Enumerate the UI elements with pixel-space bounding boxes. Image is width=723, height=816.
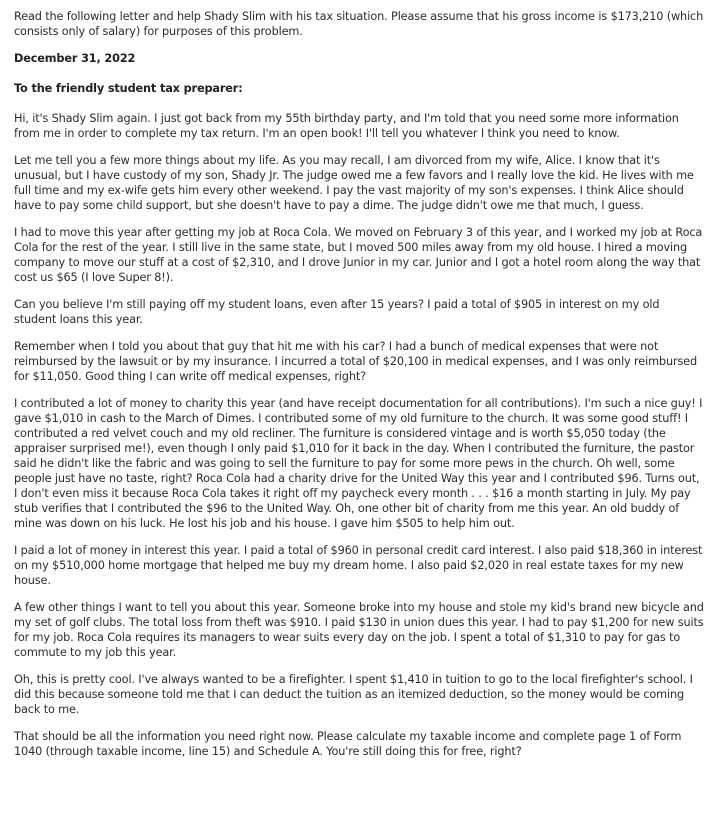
letter-paragraph-tuition: Oh, this is pretty cool. I've always wanted to be a firefighter. I spent $1,410 in tuition to go to the local firefighter's school. I did this because someone told me that I can deduct the tuition as an itemized deduction, so the money would be coming back to me. xyxy=(14,673,693,716)
letter-date: December 31, 2022 xyxy=(14,52,136,65)
letter-paragraph-closing: That should be all the information you need right now. Please calculate my taxable income and complete page 1 of Form 1040 (through taxable income, line 15) and Schedule A. You're still doing this for free, right? xyxy=(14,730,682,758)
letter-paragraph-moving: I had to move this year after getting my job at Roca Cola. We moved on February 3 of this year, and I worked my job at Roca Cola for the rest of the year. I still live in the same state, but I moved 500 miles away from my old house. I hired a moving company to move our stuff at a cost of $2,310, and I drove Junior in my car. Junior and I got a hotel room along the way that cost us $65 (I love Super 8!). xyxy=(14,226,703,284)
letter-paragraph-greeting: Hi, it's Shady Slim again. I just got back from my 55th birthday party, and I'm told that you need some more information from me in order to complete my tax return. I'm an open book! I'll tell you whatever I think you need to know. xyxy=(14,112,679,140)
letter-paragraph-other-expenses: A few other things I want to tell you about this year. Someone broke into my house and stole my kid's brand new bicycle and my set of golf clubs. The total loss from theft was $910. I paid $130 in union dues this year. I had to pay $1,200 for new suits for my job. Roca Cola requires its managers to wear suits every day on the job. I spent a total of $1,310 to pay for gas to commute to my job this year. xyxy=(14,601,704,659)
letter-paragraph-student-loans: Can you believe I'm still paying off my student loans, even after 15 years? I paid a total of $905 in interest on my old student loans this year. xyxy=(14,298,660,326)
problem-text xyxy=(14,9,704,771)
letter-salutation: To the friendly student tax preparer: xyxy=(14,82,243,95)
letter-paragraph-interest: I paid a lot of money in interest this year. I paid a total of $960 in personal credit card interest. I also paid $18,360 in interest on my $510,000 home mortgage that helped me buy my dream home. I also paid $2,020 in real estate taxes for my new house. xyxy=(14,544,703,587)
letter-paragraph-family: Let me tell you a few more things about my life. As you may recall, I am divorced from my wife, Alice. I know that it's unusual, but I have custody of my son, Shady Jr. The judge owed me a few favors and I really love the kid. He lives with me full time and my ex-wife gets him every other weekend. I pay the vast majority of my son's expenses. I think Alice should have to pay some child support, but she doesn't have to pay a dime. The judge didn't owe me that much, I guess. xyxy=(14,154,694,212)
letter-paragraph-charity: I contributed a lot of money to charity this year (and have receipt documentation for all contributions). I'm such a nice guy! I gave $1,010 in cash to the March of Dimes. I contributed some of my old furniture to the church. It was some good stuff! I contributed a red velvet couch and my old recliner. The furniture is considered vintage and is worth $5,050 today (the appraiser surprised me!), even though I only paid $1,010 for it back in the day. When I contributed the furniture, the pastor said he didn't like the fabric and was going to sell the furniture to pay for some more pews in the church. Oh well, some people just have no taste, right? Roca Cola had a charity drive for the United Way this year and I contributed $96. Turns out, I don't even miss it because Roca Cola takes it right off my paycheck every month . . . $16 a month starting in July. My pay stub verifies that I contributed the $96 to the United Way. Oh, one other bit of charity from me this year. An old buddy of mine was down on his luck. He lost his job and his house. I gave him $505 to help him out. xyxy=(14,397,703,530)
intro-paragraph: Read the following letter and help Shady Slim with his tax situation. Please assume that his gross income is $173,210 (which consists only of salary) for purposes of this problem. xyxy=(14,10,704,38)
letter-paragraph-medical: Remember when I told you about that guy that hit me with his car? I had a bunch of medical expenses that were not reimbursed by the lawsuit or by my insurance. I incurred a total of $20,100 in medical expenses, and I was only reimbursed for $11,050. Good thing I can write off medical expenses, right? xyxy=(14,340,698,383)
